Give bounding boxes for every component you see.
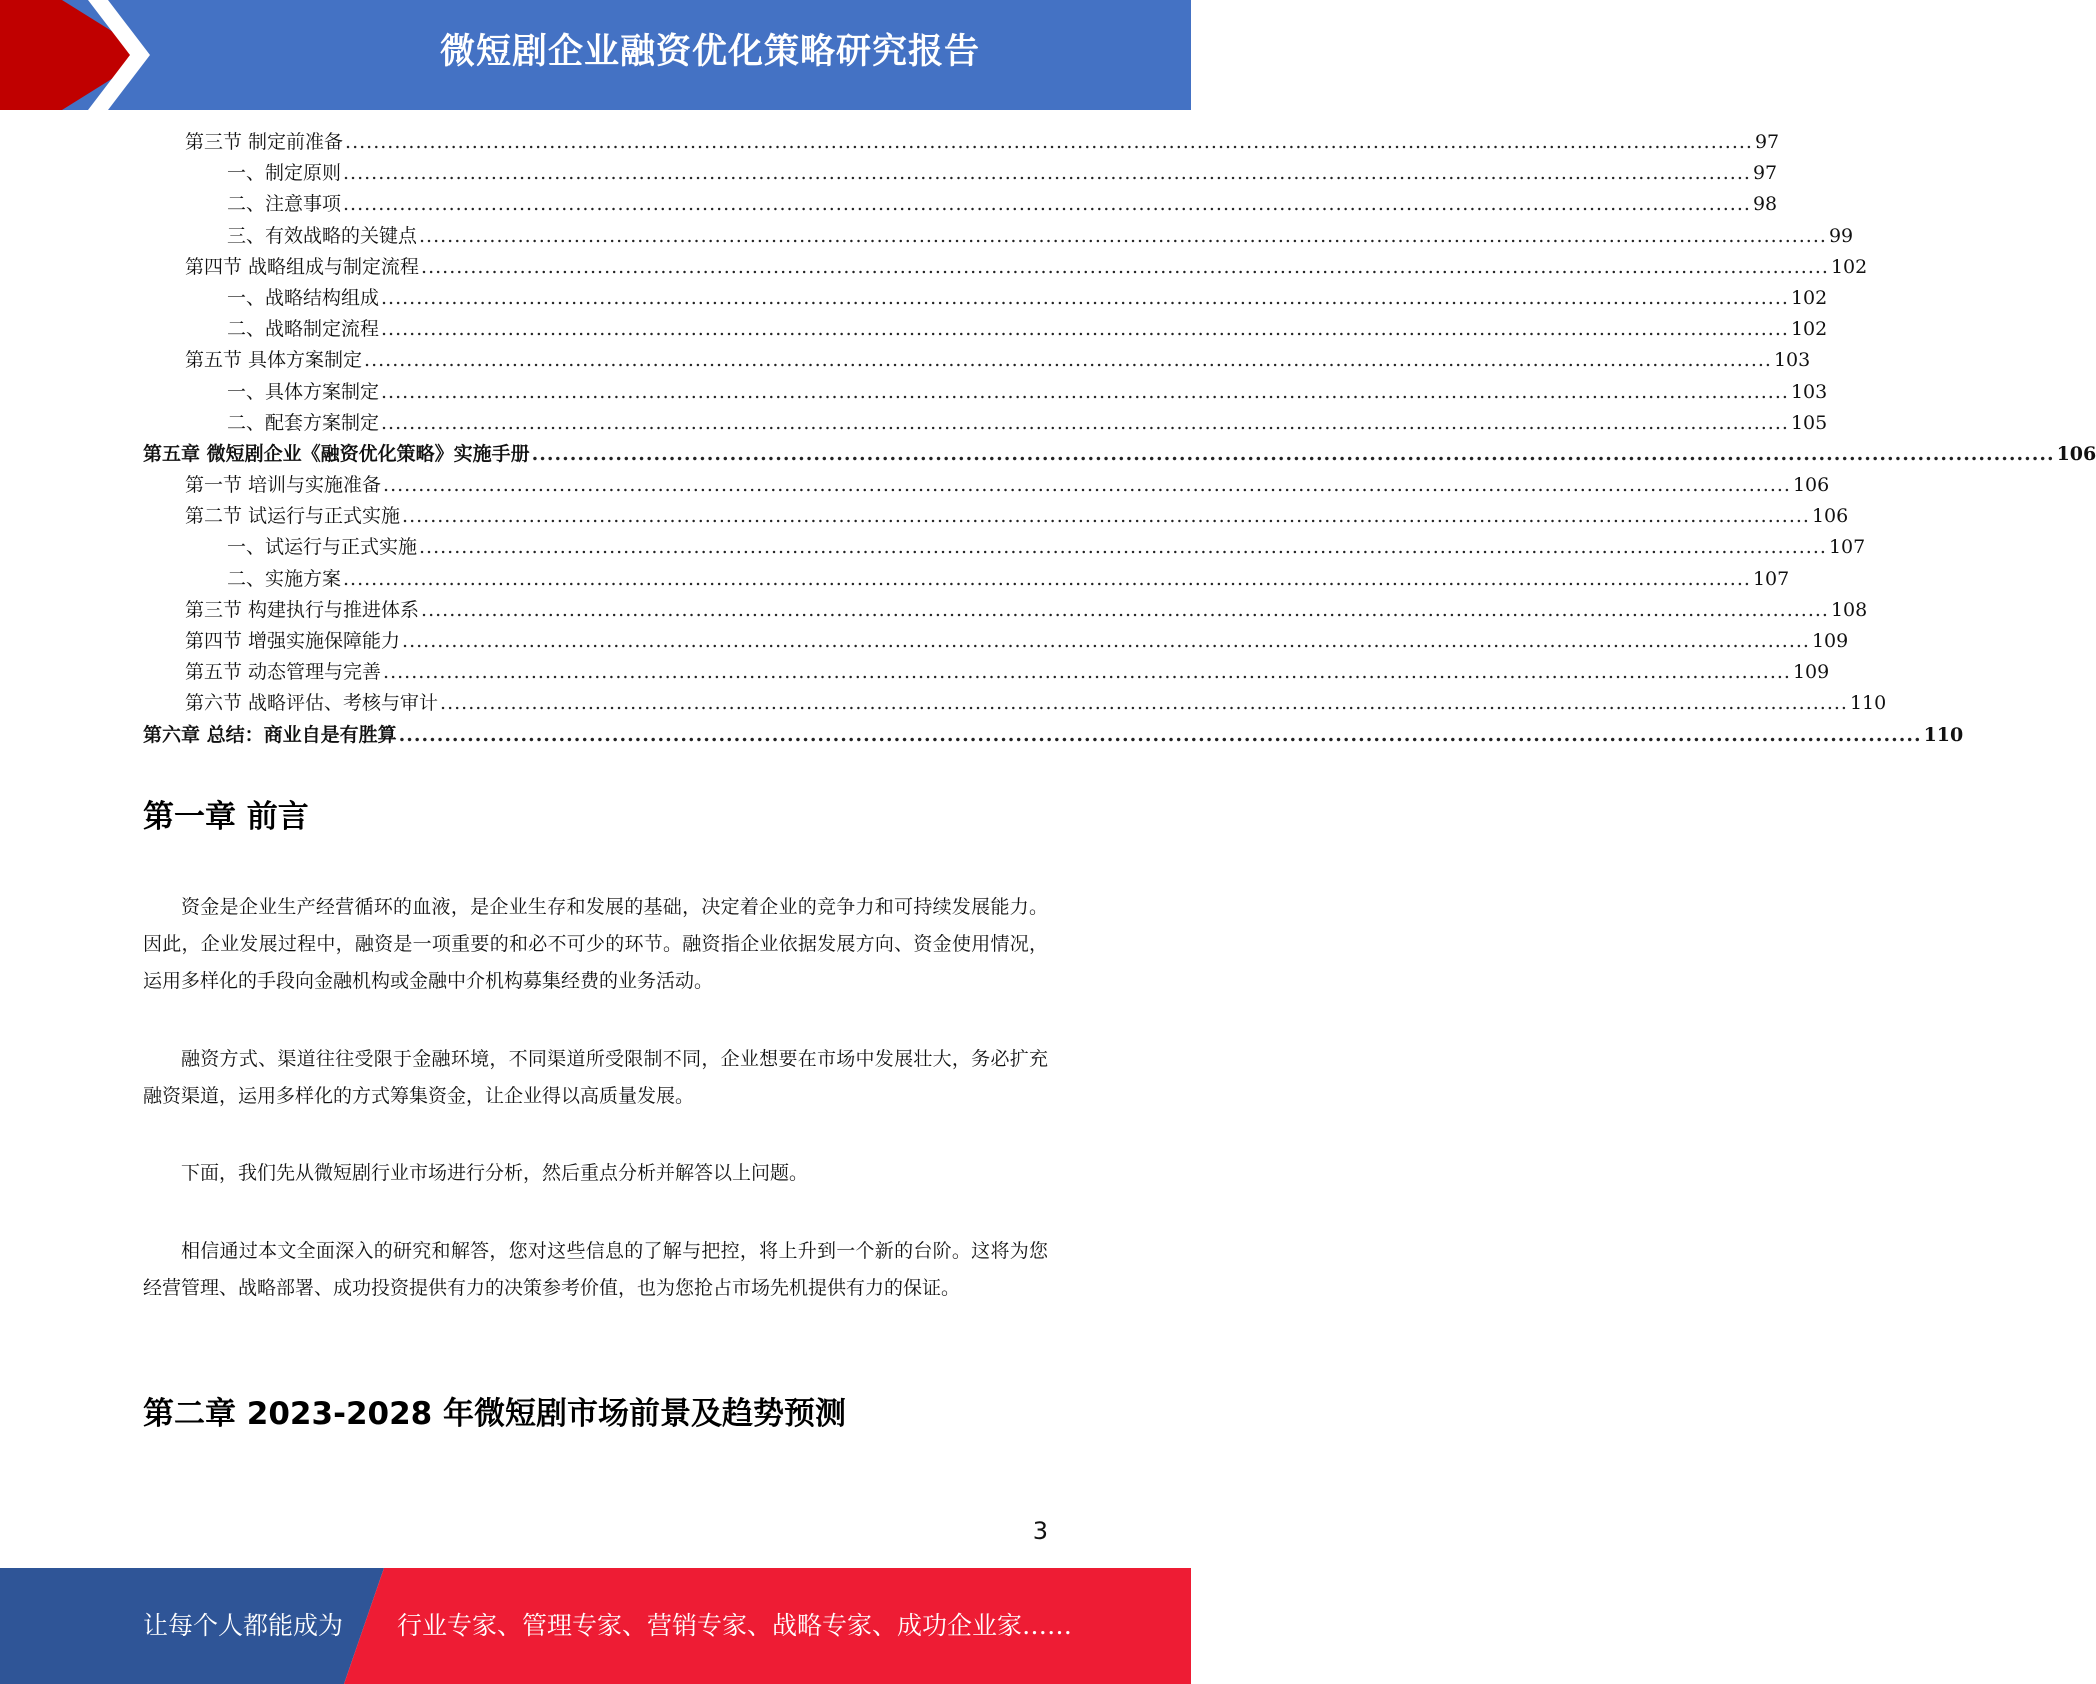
toc-dot-leader: ........................................................................................................................................................................................................: [343, 193, 1751, 216]
toc-entry-label: 第五章 微短剧企业《融资优化策略》实施手册: [143, 442, 530, 465]
toc-dot-leader: ........................................................................................................................................................................................................: [419, 224, 1827, 247]
toc-dot-leader: ........................................................................................................................................................................................................: [419, 536, 1827, 559]
toc-dot-leader: ........................................................................................................................................................................................................: [383, 661, 1791, 684]
toc-entry-label: 第四节 战略组成与制定流程: [185, 255, 420, 278]
chapter-1-heading: 第一章 前言: [143, 799, 309, 835]
toc-subsection-entry[interactable]: [143, 564, 1790, 595]
toc-entry-label: 第三节 构建执行与推进体系: [185, 598, 420, 621]
toc-page-number: 106: [2056, 442, 2096, 465]
chapter-1-paragraph: 融资方式、渠道往往受限于金融环境，不同渠道所受限制不同，企业想要在市场中发展壮大，务必扩充融资渠道，运用多样化的方式筹集资金，让企业得以高质量发展。: [143, 1048, 1048, 1107]
toc-subsection-entry[interactable]: [143, 283, 1828, 314]
toc-section-entry[interactable]: [143, 252, 1868, 283]
toc-page-number: 99: [1828, 224, 1854, 247]
toc-page-number: 103: [1790, 380, 1828, 403]
toc-page-number: 102: [1790, 286, 1828, 309]
toc-entry-label: 第六章 总结：商业自是有胜算: [143, 723, 397, 746]
toc-subsection-entry[interactable]: [143, 314, 1828, 345]
toc-subsection-entry[interactable]: [143, 158, 1778, 189]
toc-dot-leader: ........................................................................................................................................................................................................: [398, 723, 1922, 746]
toc-dot-leader: ........................................................................................................................................................................................................: [531, 442, 2055, 465]
toc-page-number: 102: [1790, 318, 1828, 341]
toc-dot-leader: ........................................................................................................................................................................................................: [345, 131, 1753, 153]
footer-slogan-right: 行业专家、管理专家、营销专家、战略专家、成功企业家……: [397, 1611, 1073, 1640]
toc-page-number: 102: [1830, 255, 1868, 278]
chapter-1-paragraph: 资金是企业生产经营循环的血液，是企业生存和发展的基础，决定着企业的竞争力和可持续发展能力。因此，企业发展过程中，融资是一项重要的和必不可少的环节。融资指企业依据发展方向、资金使用情况，运用多样化的手段向金融机构或金融中介机构募集经费的业务活动。: [143, 896, 1048, 992]
toc-entry-label: 第五节 动态管理与完善: [185, 661, 382, 684]
toc-dot-leader: ........................................................................................................................................................................................................: [421, 598, 1829, 621]
toc-entry-label: 一、具体方案制定: [227, 380, 380, 403]
toc-entry-label: 第五节 具体方案制定: [185, 349, 363, 372]
toc-entry-label: 一、试运行与正式实施: [227, 536, 418, 559]
toc-section-entry[interactable]: [143, 127, 1780, 158]
toc-chapter-entry[interactable]: [143, 720, 1964, 751]
report-title: 微短剧企业融资优化策略研究报告: [439, 32, 980, 72]
toc-page-number: 103: [1773, 349, 1811, 372]
toc-dot-leader: ........................................................................................................................................................................................................: [343, 567, 1751, 590]
toc-subsection-entry[interactable]: [143, 532, 1866, 563]
toc-section-entry[interactable]: [143, 345, 1811, 376]
toc-dot-leader: ........................................................................................................................................................................................................: [383, 474, 1791, 497]
footer-banner: [0, 1568, 1191, 1684]
toc-page-number: 110: [1923, 723, 1964, 746]
toc-dot-leader: ........................................................................................................................................................................................................: [364, 349, 1772, 372]
table-of-contents: [143, 127, 2096, 751]
toc-entry-label: 二、实施方案: [227, 567, 342, 590]
page-number: 3: [1032, 1517, 1048, 1545]
toc-page-number: 109: [1811, 630, 1849, 652]
toc-entry-label: 三、有效战略的关键点: [227, 224, 418, 247]
toc-section-entry[interactable]: [143, 595, 1868, 626]
header-banner: [0, 0, 1191, 110]
footer-slogan-left: 让每个人都能成为: [143, 1611, 344, 1640]
toc-entry-label: 二、战略制定流程: [227, 318, 380, 341]
toc-page-number: 109: [1792, 661, 1830, 684]
chapter-2-heading: 第二章 2023-2028 年微短剧市场前景及趋势预测: [143, 1396, 847, 1432]
toc-entry-label: 一、战略结构组成: [227, 286, 380, 309]
toc-dot-leader: ........................................................................................................................................................................................................: [381, 318, 1789, 341]
toc-section-entry[interactable]: [143, 657, 1830, 688]
toc-chapter-entry[interactable]: [143, 439, 2096, 470]
toc-entry-label: 第四节 增强实施保障能力: [185, 630, 401, 652]
toc-dot-leader: ........................................................................................................................................................................................................: [343, 162, 1751, 185]
toc-dot-leader: ........................................................................................................................................................................................................: [381, 380, 1789, 403]
toc-dot-leader: ........................................................................................................................................................................................................: [440, 692, 1848, 715]
toc-subsection-entry[interactable]: [143, 377, 1828, 408]
toc-page-number: 97: [1754, 131, 1780, 153]
chapter-1-paragraph: 下面，我们先从微短剧行业市场进行分析，然后重点分析并解答以上问题。: [181, 1162, 809, 1184]
toc-entry-label: 二、注意事项: [227, 193, 342, 216]
toc-entry-label: 第二节 试运行与正式实施: [185, 505, 401, 528]
toc-section-entry[interactable]: [143, 470, 1830, 501]
toc-subsection-entry[interactable]: [143, 221, 1854, 252]
toc-entry-label: 一、制定原则: [227, 162, 342, 185]
toc-page-number: 98: [1752, 193, 1778, 216]
toc-section-entry[interactable]: [143, 626, 1849, 657]
toc-section-entry[interactable]: [143, 501, 1849, 532]
toc-subsection-entry[interactable]: [143, 408, 1828, 439]
toc-dot-leader: ........................................................................................................................................................................................................: [421, 255, 1829, 278]
toc-dot-leader: ........................................................................................................................................................................................................: [402, 505, 1810, 528]
toc-page-number: 106: [1792, 474, 1830, 497]
toc-section-entry[interactable]: [143, 688, 1887, 719]
toc-dot-leader: ........................................................................................................................................................................................................: [381, 286, 1789, 309]
toc-entry-label: 第一节 培训与实施准备: [185, 474, 382, 497]
toc-page-number: 107: [1828, 536, 1866, 559]
chapter-1-paragraph: 相信通过本文全面深入的研究和解答，您对这些信息的了解与把控，将上升到一个新的台阶。这将为您经营管理、战略部署、成功投资提供有力的决策参考价值，也为您抢占市场先机提供有力的保证。: [143, 1240, 1048, 1299]
toc-entry-label: 第六节 战略评估、考核与审计: [185, 692, 439, 715]
toc-page-number: 110: [1849, 692, 1887, 715]
toc-page-number: 106: [1811, 505, 1849, 528]
toc-dot-leader: ........................................................................................................................................................................................................: [381, 411, 1789, 434]
toc-subsection-entry[interactable]: [143, 189, 1778, 220]
toc-page-number: 97: [1752, 162, 1778, 185]
toc-dot-leader: ........................................................................................................................................................................................................: [402, 630, 1810, 652]
toc-entry-label: 二、配套方案制定: [227, 411, 380, 434]
toc-entry-label: 第三节 制定前准备: [185, 131, 344, 153]
toc-page-number: 108: [1830, 598, 1868, 621]
toc-page-number: 105: [1790, 411, 1828, 434]
toc-page-number: 107: [1752, 567, 1790, 590]
